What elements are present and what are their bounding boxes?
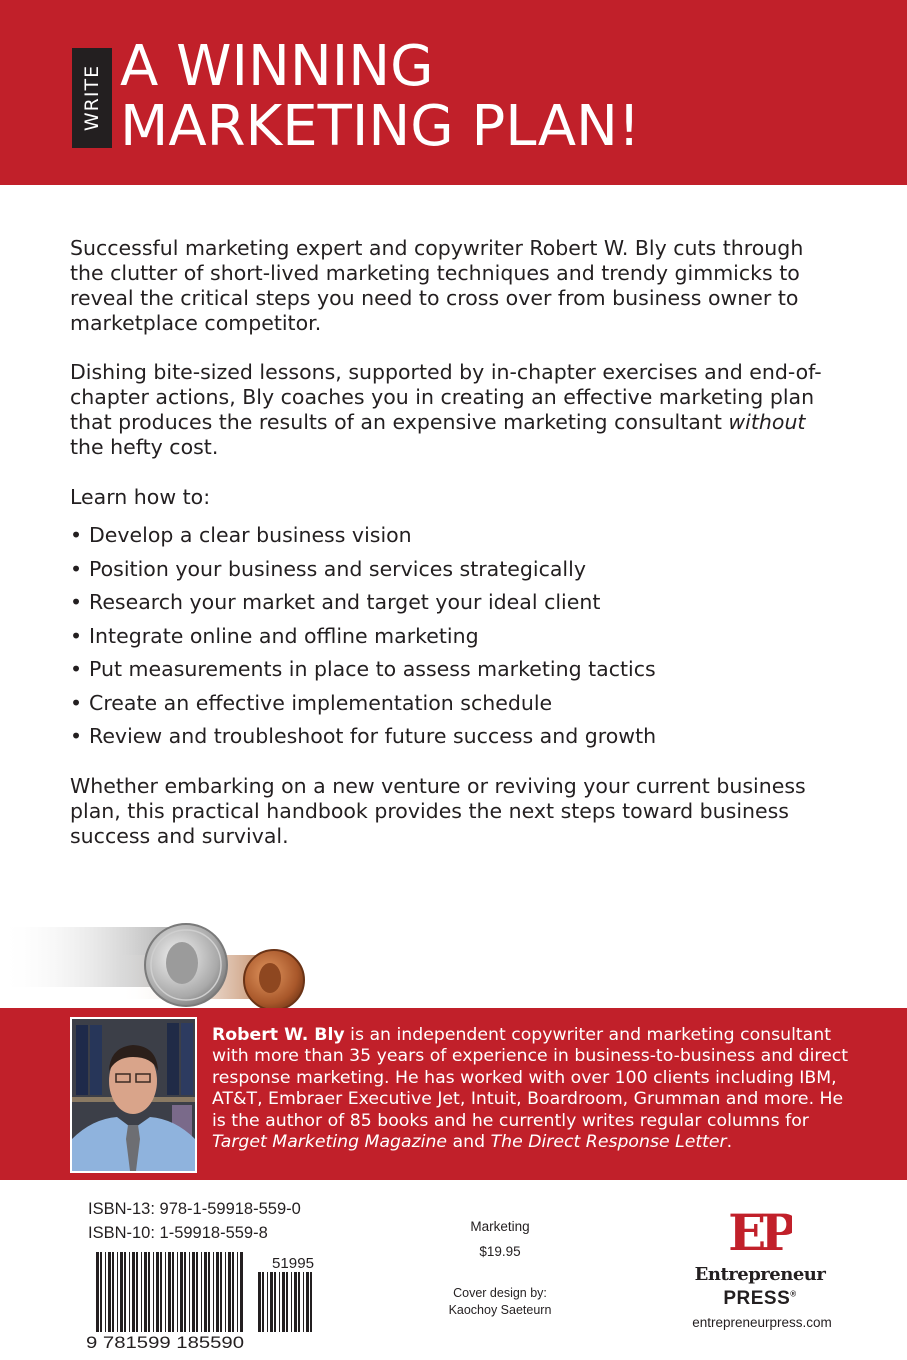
bullet-item	[70, 523, 840, 557]
barcode-bar	[303, 1272, 304, 1332]
barcode-bar	[196, 1252, 198, 1332]
barcode-bar	[240, 1252, 243, 1332]
coins-illustration	[0, 915, 330, 1010]
ep-logo-text: EP	[728, 1203, 792, 1260]
headline-line-1: A WINNING	[120, 34, 434, 99]
bullet-text: Research your market and target your ideal client	[89, 590, 601, 614]
barcode-bar	[96, 1252, 99, 1332]
barcode-bar	[160, 1252, 162, 1332]
author-portrait	[72, 1019, 195, 1171]
binder	[76, 1025, 88, 1095]
barcode-bar	[274, 1272, 276, 1332]
bullet-mark: •	[70, 523, 83, 547]
barcode-bar	[153, 1252, 154, 1332]
ep-logo-icon	[728, 1200, 792, 1260]
bullet-text: Create an effective implementation schedule	[89, 690, 553, 715]
bullet-item	[70, 691, 840, 725]
barcode-bar	[216, 1252, 219, 1332]
author-name: Robert W. Bly	[212, 1025, 345, 1045]
barcode-bar	[136, 1252, 138, 1332]
publisher-press-text: PRESS	[723, 1288, 791, 1309]
barcode-bar	[291, 1272, 292, 1332]
barcode-bar	[132, 1252, 135, 1332]
lessons-paragraph	[70, 360, 840, 460]
bullet-mark: •	[70, 556, 83, 581]
bullet-text: Put measurements in place to assess marketing tactics	[89, 657, 656, 681]
barcode-bar	[298, 1272, 300, 1332]
barcode-bar	[141, 1252, 142, 1332]
binder	[90, 1025, 102, 1095]
barcode-bar	[117, 1252, 118, 1332]
headline	[120, 34, 880, 159]
barcode-bar	[165, 1252, 166, 1332]
bullet-item	[70, 657, 840, 691]
barcode-bars-addon	[258, 1272, 312, 1332]
bullet-text: Position your business and services strategically	[89, 556, 586, 581]
barcode-bar	[286, 1272, 288, 1332]
barcode-bar	[192, 1252, 195, 1332]
barcode-bar	[108, 1252, 111, 1332]
barcode-bar	[168, 1252, 171, 1332]
barcode-bar	[267, 1272, 268, 1332]
bullet-mark: •	[70, 724, 83, 748]
barcode-bar	[220, 1252, 222, 1332]
publisher-url: entrepreneurpress.com	[692, 1315, 832, 1330]
barcode-bar	[105, 1252, 106, 1332]
barcode-bar	[177, 1252, 178, 1332]
isbn-13: ISBN-13: 978-1-59918-559-0	[88, 1200, 301, 1218]
barcode-bar	[279, 1272, 280, 1332]
barcode-bar	[262, 1272, 264, 1332]
barcode-bar	[270, 1272, 273, 1332]
barcode-bar	[201, 1252, 202, 1332]
lessons-text-1: Dishing bite-sized lessons, supported by in-chapter exercises and end-of-chapter actions, Bly coaches you in creating an effective marketing plan that produces the results of an expensive marketing consultant	[70, 360, 822, 434]
isbn-10: ISBN-10: 1-59918-559-8	[88, 1224, 268, 1242]
publication-2: The Direct Response Letter	[490, 1132, 727, 1153]
barcode-bar	[180, 1252, 183, 1332]
bullet-item	[70, 590, 840, 624]
category-label: Marketing	[470, 1219, 530, 1234]
headline-line-2: MARKETING PLAN!	[120, 94, 641, 159]
barcode-bar	[237, 1252, 238, 1332]
publisher-name: Entrepreneur	[694, 1264, 826, 1285]
barcode-bars-main	[96, 1252, 243, 1332]
barcode-bar	[306, 1272, 309, 1332]
penny-portrait	[259, 963, 281, 993]
binder	[167, 1023, 179, 1095]
publisher-press: PRESS®	[723, 1288, 797, 1309]
barcode-bar	[129, 1252, 130, 1332]
bullet-mark: •	[70, 657, 83, 681]
lessons-text-2: the hefty cost.	[70, 435, 219, 459]
barcode-bar	[213, 1252, 214, 1332]
author-bio-text: is an independent copywriter and marketing consultant with more than 35 years of experience in business-to-business and direct response marketing. He has worked with over 100 clients including IBM, AT&T, Embraer Executive Jet, Intuit, Boardroom, Grumman and more. He is the author of 85 books and he currently writes regular columns for	[212, 1025, 849, 1131]
barcode	[86, 1252, 316, 1350]
author-photo	[70, 1017, 197, 1173]
bullet-mark: •	[70, 690, 83, 715]
cover-designer-name: Kaochoy Saeteurn	[448, 1303, 552, 1317]
barcode-main-digits: 9 781599 185590	[86, 1333, 244, 1350]
bullet-text: Develop a clear business vision	[89, 523, 412, 547]
bullet-text: Review and troubleshoot for future success and growth	[89, 724, 657, 748]
bullet-list	[70, 523, 840, 758]
barcode-bar	[282, 1272, 285, 1332]
barcode-bar	[294, 1272, 297, 1332]
barcode-bar	[189, 1252, 190, 1332]
barcode-bar	[258, 1272, 261, 1332]
price-label: $19.95	[479, 1244, 521, 1259]
write-label: WRITE	[81, 64, 104, 132]
barcode-bar	[112, 1252, 114, 1332]
author-bio-joiner: and	[447, 1132, 491, 1153]
body-copy	[70, 236, 840, 849]
barcode-bar	[156, 1252, 159, 1332]
barcode-bar	[208, 1252, 210, 1332]
barcode-bar	[225, 1252, 226, 1332]
author-bio-end: .	[726, 1132, 733, 1153]
bullet-mark: •	[70, 623, 83, 648]
bullet-item	[70, 724, 840, 758]
cover-design-label: Cover design by:	[453, 1286, 547, 1300]
barcode-bar	[144, 1252, 147, 1332]
bullet-mark: •	[70, 590, 83, 614]
bullet-text: Integrate online and offline marketing	[89, 623, 479, 648]
learn-intro: Learn how to:	[70, 485, 211, 509]
closing-paragraph: Whether embarking on a new venture or reviving your current business plan, this practical handbook provides the next steps toward business success and survival.	[70, 773, 806, 848]
barcode-bar	[184, 1252, 186, 1332]
barcode-bar	[100, 1252, 102, 1332]
barcode-bar	[232, 1252, 234, 1332]
barcode-bar	[148, 1252, 150, 1332]
bullet-item	[70, 624, 840, 658]
barcode-bar	[120, 1252, 123, 1332]
quarter-portrait	[166, 942, 198, 984]
lessons-italic: without	[728, 410, 806, 434]
barcode-bar	[310, 1272, 312, 1332]
intro-paragraph: Successful marketing expert and copywriter Robert W. Bly cuts through the clutter of short-lived marketing techniques and trendy gimmicks to reveal the critical steps you need to cross over from business owner to marketplace competitor.	[70, 236, 804, 335]
barcode-bar	[228, 1252, 231, 1332]
bullet-item	[70, 557, 840, 591]
publication-1: Target Marketing Magazine	[212, 1132, 448, 1153]
author-bio	[212, 1025, 862, 1153]
barcode-bar	[204, 1252, 207, 1332]
barcode-addon-digits: 51995	[272, 1255, 314, 1272]
barcode-bar	[124, 1252, 126, 1332]
barcode-bar	[172, 1252, 174, 1332]
write-label-box	[72, 48, 112, 148]
binder	[181, 1023, 193, 1095]
